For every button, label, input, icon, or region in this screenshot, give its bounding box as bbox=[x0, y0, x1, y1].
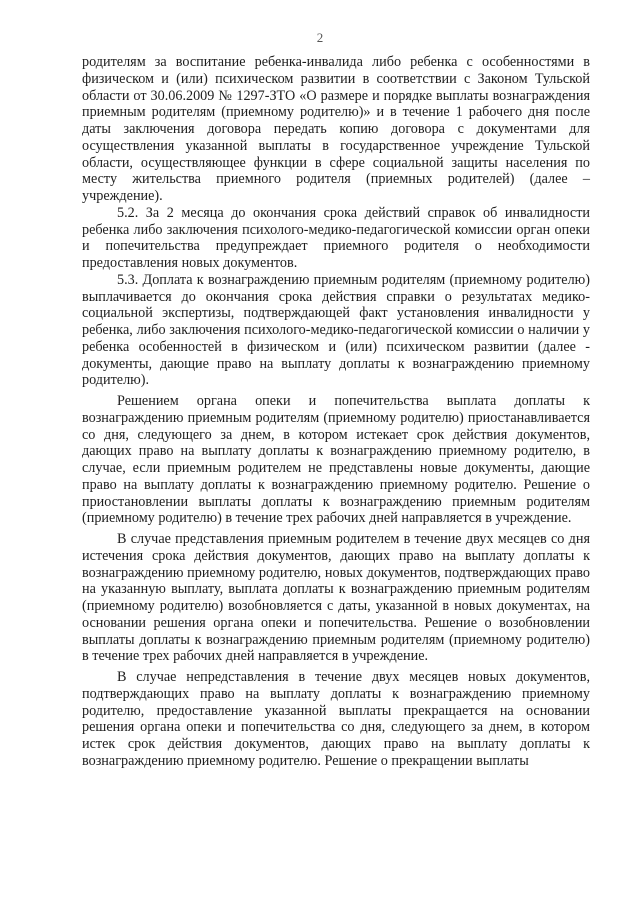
paragraph-resumption: В случае представления приемным родителем в течение двух месяцев со дня истечения срока действия документов, дающих право на выплату доплаты к вознаграждению приемному родителю, новых документов, подтверждающих право на указанную выплату, выплата доплаты к вознаграждению приемным родителям (приемному родителю) возобновляется с даты, указанной в новых документах, на основании решения органа опеки и попечительства. Решение о возобновлении выплаты доплаты к вознаграждению приемным родителям (приемному родителю) в течение трех рабочих дней направляется в учреждение. bbox=[82, 531, 590, 665]
page-number: 2 bbox=[316, 30, 324, 45]
paragraph-termination: В случае непредставления в течение двух месяцев новых документов, подтверждающих право на выплату доплаты к вознаграждению приемному родителю, предоставление указанной выплаты прекращается на основании решения органа опеки и попечительства со дня, следующего за днем, в котором истек срок действия документов, дающих право на выплату доплаты к вознаграждению приемному родителю. Решение о прекращении выплаты bbox=[82, 669, 590, 769]
paragraph-5-3: 5.3. Доплата к вознаграждению приемным родителям (приемному родителю) выплачивается до окончания срока действия справки о результатах медико-социальной экспертизы, подтверждающей факт установления инвалидности у ребенка, либо заключения психолого-медико-педагогической комиссии о наличии у ребенка особенностей в физическом и (или) психическом развитии (далее - документы, дающие право на выплату доплаты к вознаграждению приемному родителю). bbox=[82, 271, 590, 389]
paragraph-continuation: родителям за воспитание ребенка-инвалида либо ребенка с особенностями в физическом и (или) психическом развитии в соответствии с Законом Тульской области от 30.06.2009 № 1297-ЗТО «О размере и порядке выплаты вознаграждения приемным родителям (приемному родителю)» и в течение 1 рабочего дня после даты заключения договора передать копию договора с документами для осуществления указанной выплаты в государственное учреждение Тульской области, осуществляющее функции в сфере социальной защиты населения по месту жительства приемного родителя (приемных родителей) (далее – учреждение). bbox=[82, 54, 590, 204]
paragraph-suspension: Решением органа опеки и попечительства выплата доплаты к вознаграждению приемным родителям (приемному родителю) приостанавливается со дня, следующего за днем, в котором истекает срок действия документов, дающих право на выплату доплаты к вознаграждению приемному родителю, в случае, если приемным родителем не представлены новые документы, дающие право на выплату доплаты к вознаграждению приемному родителю. Решение о приостановлении выплаты доплаты к вознаграждению приемным родителям (приемному родителю) в течение трех рабочих дней направляется в учреждение. bbox=[82, 393, 590, 527]
document-body bbox=[82, 54, 590, 770]
paragraph-5-2: 5.2. За 2 месяца до окончания срока действий справок об инвалидности ребенка либо заключения психолого-медико-педагогической комиссии орган опеки и попечительства предупреждает приемного родителя о необходимости предоставления новых документов. bbox=[82, 204, 590, 271]
